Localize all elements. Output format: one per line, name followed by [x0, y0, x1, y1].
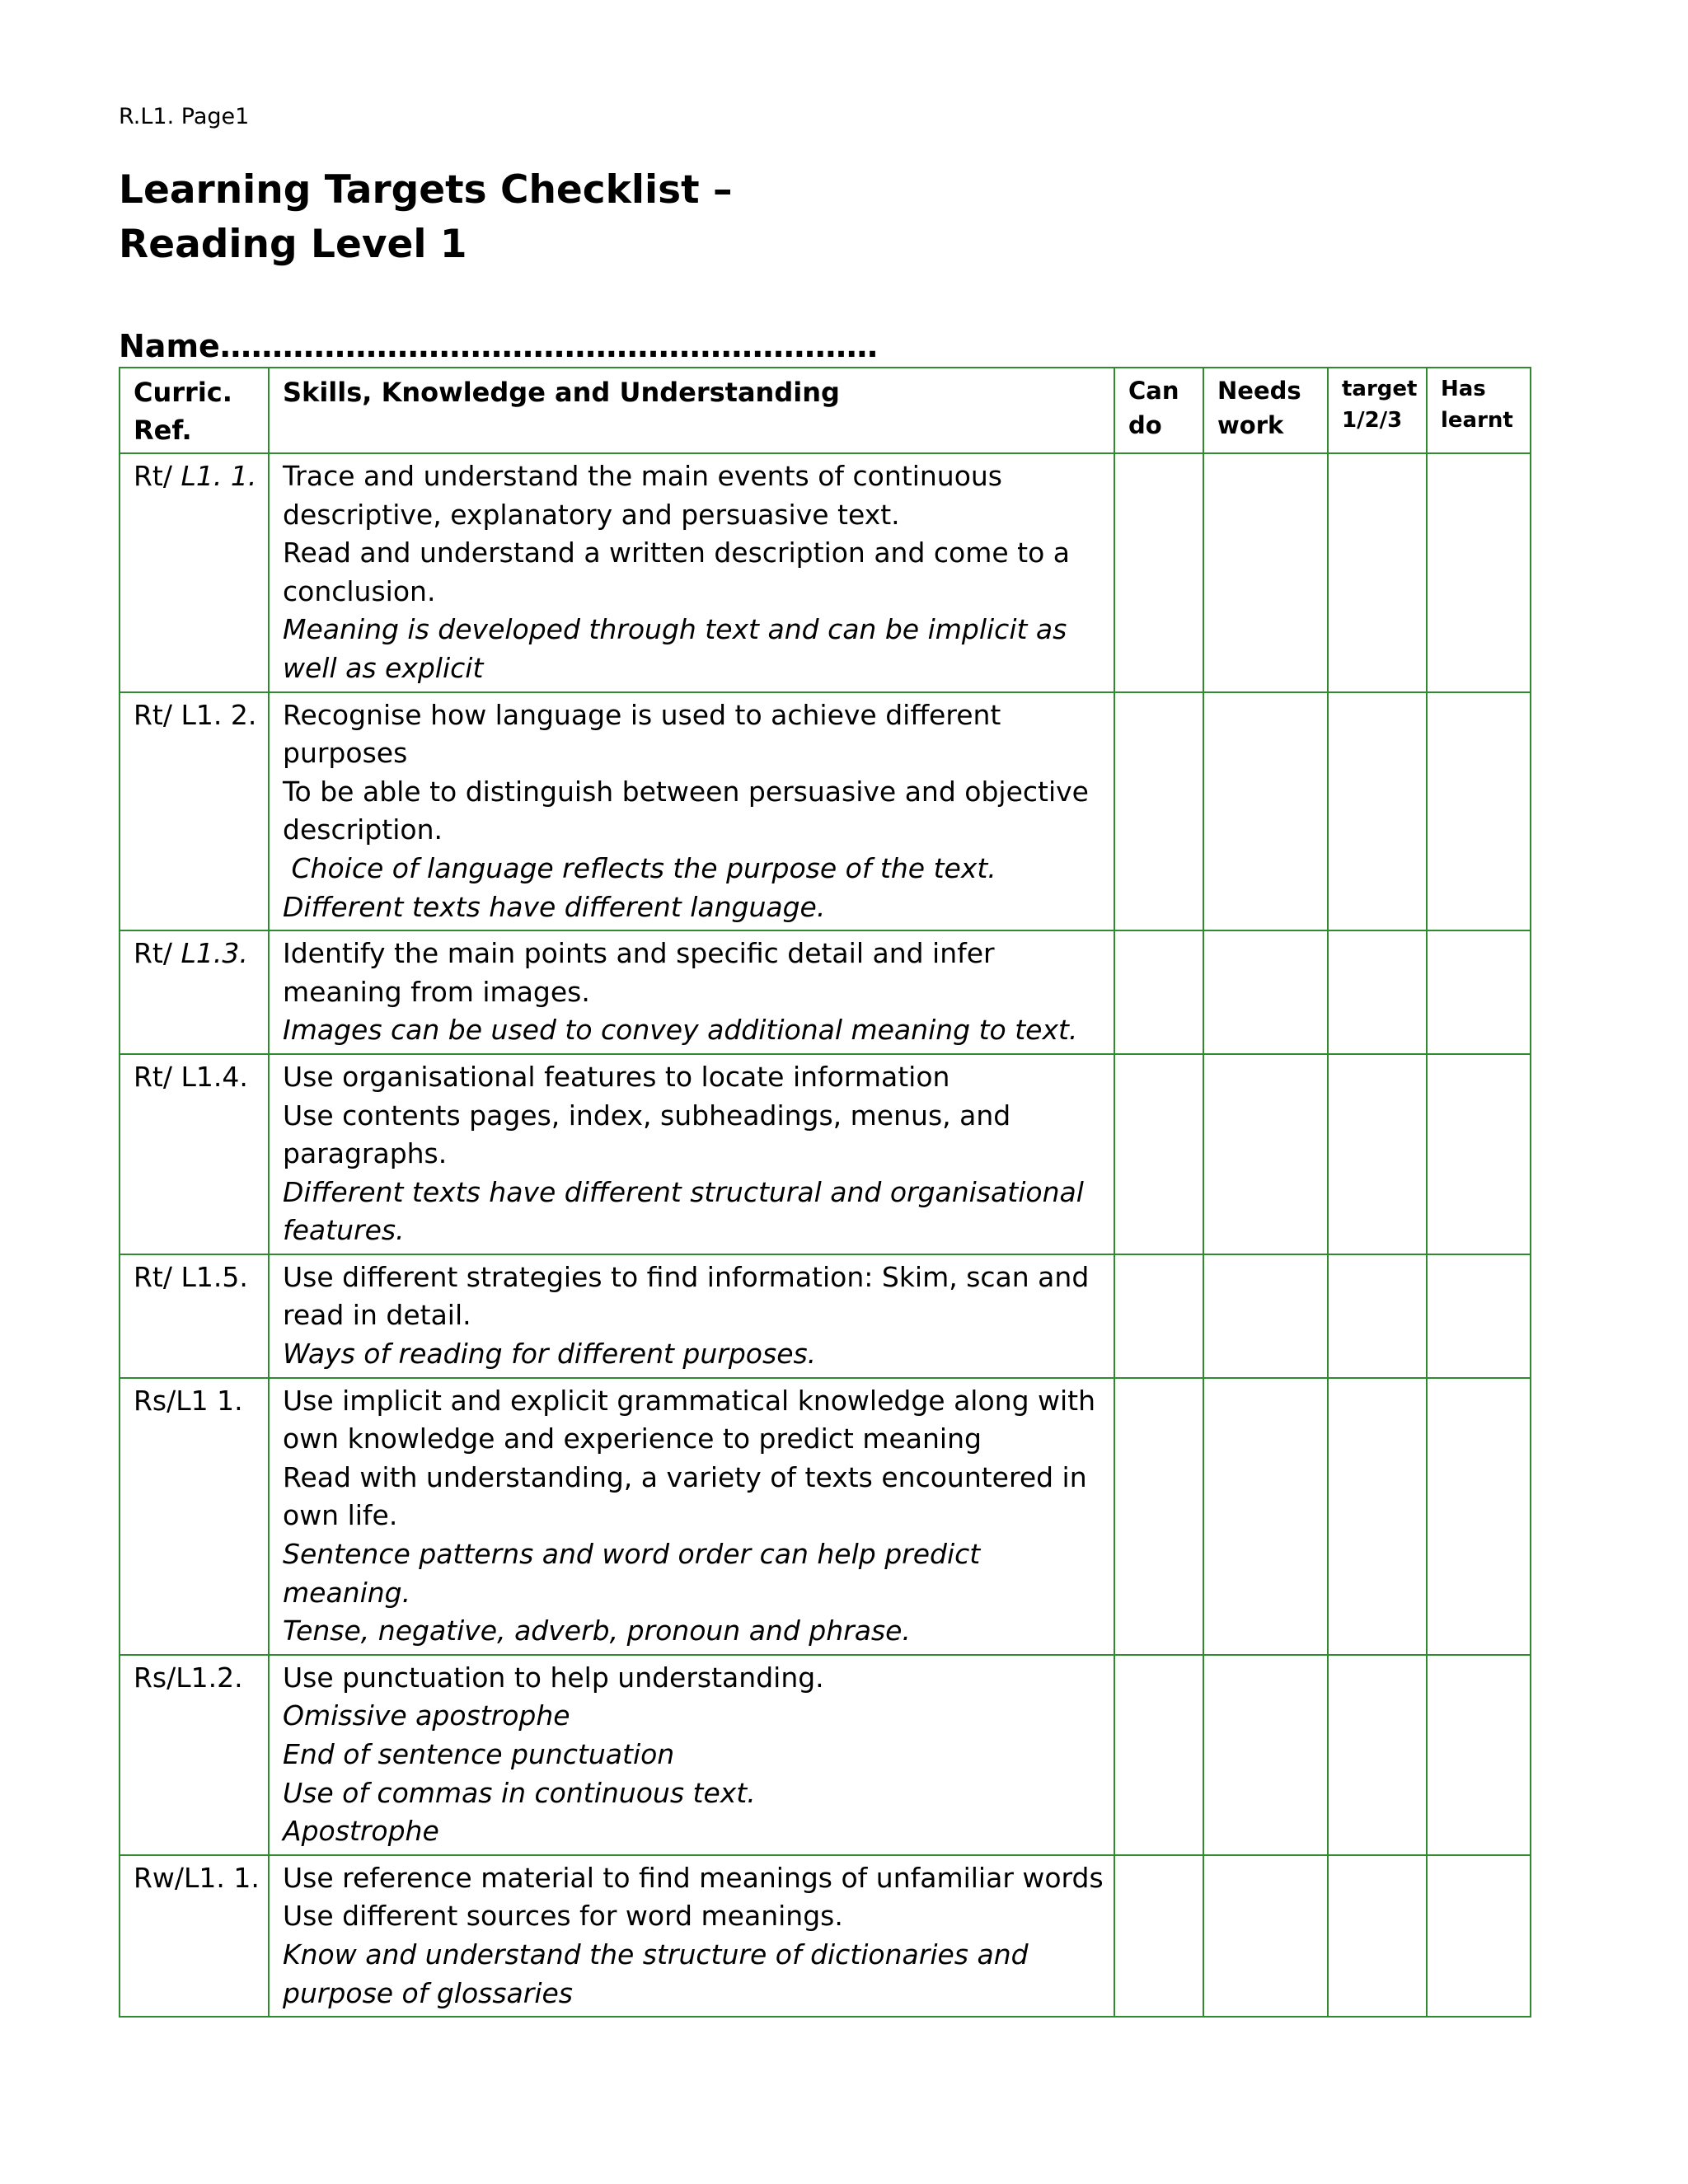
- can-do-box[interactable]: [1114, 930, 1203, 1054]
- skill-note: Apostrophe: [283, 1815, 439, 1848]
- curric-ref-text: Rt/ L1.4.: [134, 1060, 248, 1093]
- can-do-box[interactable]: [1114, 453, 1203, 692]
- target-box[interactable]: [1328, 1855, 1427, 2017]
- can-do-box[interactable]: [1114, 692, 1203, 931]
- curric-ref-cell: [120, 1254, 269, 1378]
- needs-work-box[interactable]: [1203, 692, 1328, 931]
- table-row: [120, 692, 1531, 931]
- has-learnt-box[interactable]: [1427, 1378, 1531, 1655]
- table-row: [120, 1855, 1531, 2017]
- skill-note: Meaning is developed through text and can be implicit as well as explicit: [283, 613, 1076, 684]
- header-target-line1: target: [1342, 377, 1418, 401]
- has-learnt-box[interactable]: [1427, 692, 1531, 931]
- has-learnt-box[interactable]: [1427, 1855, 1531, 2017]
- can-do-box[interactable]: [1114, 1254, 1203, 1378]
- curric-ref-text: Rw/L1. 1.: [134, 1861, 260, 1894]
- table-row: [120, 1655, 1531, 1855]
- skill-statement: Use different sources for word meanings.: [283, 1900, 843, 1933]
- header-has-learnt-line1: Has: [1441, 377, 1486, 401]
- header-curric-ref: [120, 368, 269, 453]
- skill-statement: Use punctuation to help understanding.: [283, 1661, 824, 1694]
- header-needs-work-line1: Needs: [1217, 377, 1301, 405]
- table-body: [120, 453, 1531, 2017]
- skill-note: Know and understand the structure of dictionaries and purpose of glossaries: [283, 1938, 1038, 2009]
- curric-ref-text: Rs/L1.2.: [134, 1661, 243, 1694]
- skills-cell: [269, 1054, 1114, 1254]
- table-header-row: [120, 368, 1531, 453]
- table-row: [120, 1054, 1531, 1254]
- curric-ref-text: Rt/ L1. 2.: [134, 698, 257, 731]
- skill-note: Ways of reading for different purposes.: [283, 1338, 817, 1371]
- needs-work-box[interactable]: [1203, 1655, 1328, 1855]
- curric-ref-italic: L1. 1.: [181, 460, 257, 492]
- skills-cell: [269, 453, 1114, 692]
- skill-statement: Read and understand a written description and come to a conclusion.: [283, 537, 1071, 607]
- table-row: [120, 453, 1531, 692]
- skill-statement: Read with understanding, a variety of texts encountered in own life.: [283, 1460, 1087, 1532]
- skill-statement: Use organisational features to locate information: [283, 1060, 950, 1093]
- header-needs-work-line2: work: [1217, 411, 1284, 439]
- skill-statement: Use different strategies to find information: Skim, scan and read in detail.: [283, 1260, 1090, 1332]
- skill-note: Omissive apostrophe: [283, 1699, 570, 1732]
- curric-ref-text: Rt/: [134, 937, 181, 970]
- header-target-line2: 1/2/3: [1342, 408, 1403, 433]
- has-learnt-box[interactable]: [1427, 1655, 1531, 1855]
- learning-targets-table: [119, 367, 1531, 2018]
- can-do-box[interactable]: [1114, 1378, 1203, 1655]
- skill-note: Images can be used to convey additional meaning to text.: [283, 1014, 1078, 1047]
- header-can-do: [1114, 368, 1203, 453]
- skills-cell: [269, 692, 1114, 931]
- skills-cell: [269, 1655, 1114, 1855]
- has-learnt-box[interactable]: [1427, 453, 1531, 692]
- has-learnt-box[interactable]: [1427, 1054, 1531, 1254]
- can-do-box[interactable]: [1114, 1655, 1203, 1855]
- curric-ref-cell: [120, 453, 269, 692]
- has-learnt-box[interactable]: [1427, 1254, 1531, 1378]
- page-title: [119, 163, 732, 272]
- title-line-1: Learning Targets Checklist –: [119, 167, 733, 213]
- needs-work-box[interactable]: [1203, 1378, 1328, 1655]
- skills-cell: [269, 930, 1114, 1054]
- curric-ref-italic: L1.3.: [181, 937, 248, 970]
- curric-ref-cell: [120, 1378, 269, 1655]
- header-has-learnt-line2: learnt: [1441, 408, 1513, 433]
- table-row: [120, 1378, 1531, 1655]
- curric-ref-cell: [120, 1054, 269, 1254]
- skill-statement: Recognise how language is used to achieve different purposes: [283, 698, 1001, 770]
- curric-ref-cell: [120, 692, 269, 931]
- target-box[interactable]: [1328, 1054, 1427, 1254]
- needs-work-box[interactable]: [1203, 1054, 1328, 1254]
- skill-statement: To be able to distinguish between persuasive and objective description.: [283, 775, 1089, 846]
- needs-work-box[interactable]: [1203, 453, 1328, 692]
- header-target: [1328, 368, 1427, 453]
- needs-work-box[interactable]: [1203, 1855, 1328, 2017]
- can-do-box[interactable]: [1114, 1855, 1203, 2017]
- header-has-learnt: [1427, 368, 1531, 453]
- curric-ref-text: Rt/ L1.5.: [134, 1260, 248, 1293]
- skill-note: Tense, negative, adverb, pronoun and phrase.: [283, 1615, 911, 1647]
- target-box[interactable]: [1328, 930, 1427, 1054]
- header-ref-line1: Curric.: [134, 377, 232, 408]
- header-skills: Skills, Knowledge and Understanding: [269, 368, 1114, 453]
- target-box[interactable]: [1328, 692, 1427, 931]
- skill-statement: Use reference material to find meanings of unfamiliar words: [283, 1861, 1104, 1894]
- target-box[interactable]: [1328, 1254, 1427, 1378]
- header-ref-line2: Ref.: [134, 415, 192, 446]
- skill-statement: Use contents pages, index, subheadings, menus, and paragraphs.: [283, 1099, 1011, 1170]
- curric-ref-text: Rt/: [134, 460, 181, 492]
- skills-cell: [269, 1378, 1114, 1655]
- table-row: [120, 930, 1531, 1054]
- skill-note: Use of commas in continuous text.: [283, 1776, 756, 1809]
- needs-work-box[interactable]: [1203, 930, 1328, 1054]
- page-reference: R.L1. Page1: [119, 104, 250, 129]
- header-needs-work: [1203, 368, 1328, 453]
- target-box[interactable]: [1328, 1655, 1427, 1855]
- skill-note: Choice of language reflects the purpose of the text.: [283, 851, 996, 884]
- target-box[interactable]: [1328, 453, 1427, 692]
- skill-statement: Use implicit and explicit grammatical knowledge along with own knowledge and experience to predict meaning: [283, 1384, 1096, 1455]
- skill-note: Sentence patterns and word order can help predict meaning.: [283, 1538, 989, 1609]
- header-can-do-line2: do: [1128, 411, 1162, 439]
- target-box[interactable]: [1328, 1378, 1427, 1655]
- skill-statement: Identify the main points and specific detail and infer meaning from images.: [283, 937, 995, 1008]
- curric-ref-text: Rs/L1 1.: [134, 1384, 243, 1417]
- has-learnt-box[interactable]: [1427, 930, 1531, 1054]
- curric-ref-cell: [120, 930, 269, 1054]
- skill-note: Different texts have different structural and organisational features.: [283, 1175, 1093, 1247]
- skill-note: End of sentence punctuation: [283, 1738, 675, 1770]
- skills-cell: [269, 1254, 1114, 1378]
- needs-work-box[interactable]: [1203, 1254, 1328, 1378]
- title-line-2: Reading Level 1: [119, 222, 467, 267]
- curric-ref-cell: [120, 1855, 269, 2017]
- can-do-box[interactable]: [1114, 1054, 1203, 1254]
- curric-ref-cell: [120, 1655, 269, 1855]
- header-can-do-line1: Can: [1128, 377, 1179, 405]
- skill-note: Different texts have different language.: [283, 890, 826, 923]
- skills-cell: [269, 1855, 1114, 2017]
- table-row: [120, 1254, 1531, 1378]
- skill-statement: Trace and understand the main events of continuous descriptive, explanatory and persuasive text.: [283, 460, 1003, 531]
- name-field-label: Name………………………………………………………: [119, 328, 878, 364]
